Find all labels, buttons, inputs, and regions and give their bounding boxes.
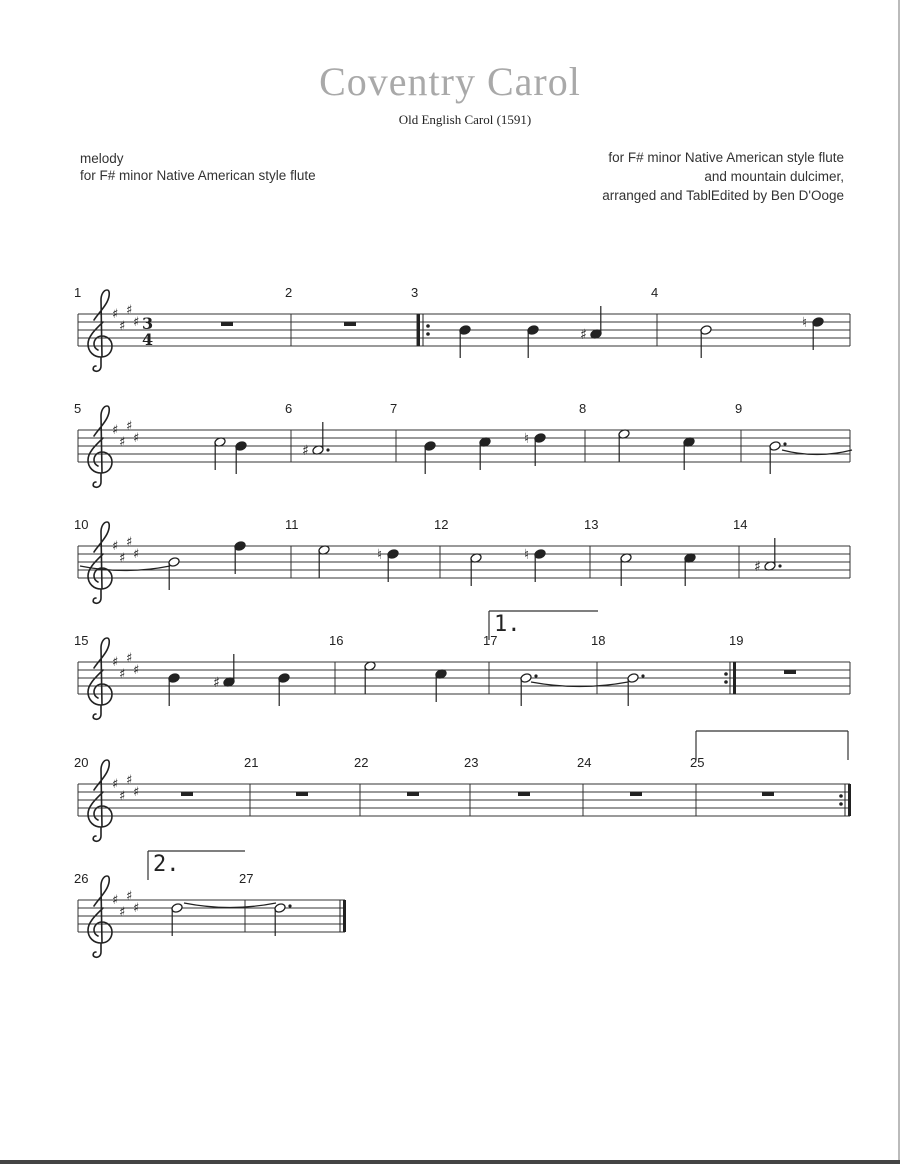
measure-number: 27 (239, 871, 254, 886)
volta-bracket (148, 851, 245, 880)
music-note (580, 306, 602, 343)
dot-icon (641, 674, 644, 677)
music-note (524, 431, 546, 466)
measure-number: 18 (591, 633, 606, 648)
music-note (754, 538, 782, 575)
measure-number: 10 (74, 517, 89, 532)
repeat-start-bar (417, 314, 420, 346)
repeat-dot (839, 802, 843, 806)
measure-number: 17 (483, 633, 498, 648)
treble-clef-icon (88, 522, 112, 603)
music-note (234, 541, 246, 574)
treble-clef-icon (88, 638, 112, 719)
volta-bracket (696, 731, 848, 760)
music-note (278, 673, 290, 706)
measure-number: 12 (434, 517, 449, 532)
left-heading-line: for F# minor Native American style flute (80, 168, 316, 183)
key-sharp-icon: ♯ (133, 431, 140, 446)
left-heading-line: melody (80, 151, 124, 166)
rest-icon (344, 322, 356, 326)
dot-icon (534, 674, 537, 677)
page-title: Coventry Carol (319, 59, 581, 104)
music-note (168, 673, 180, 706)
dot-icon (783, 442, 786, 445)
measure-number: 23 (464, 755, 479, 770)
rest-icon (221, 322, 233, 326)
natural-icon: ♮ (524, 431, 530, 447)
volta-label: 2. (153, 852, 180, 877)
measure-number: 22 (354, 755, 369, 770)
rest-icon (518, 792, 530, 796)
key-sharp-icon: ♯ (112, 423, 119, 438)
repeat-dot (426, 332, 430, 336)
music-note (459, 325, 471, 358)
key-sharp-icon: ♯ (119, 667, 126, 682)
key-sharp-icon: ♯ (112, 777, 119, 792)
repeat-dot (724, 672, 728, 676)
music-note (377, 547, 399, 582)
rest-icon (181, 792, 193, 796)
dot-icon (288, 904, 291, 907)
measure-number: 8 (579, 401, 587, 416)
key-sharp-icon: ♯ (119, 551, 126, 566)
rest-icon (296, 792, 308, 796)
music-note (302, 422, 330, 459)
right-heading-line: and mountain dulcimer, (704, 169, 844, 184)
music-note (700, 325, 712, 358)
measure-number: 25 (690, 755, 705, 770)
key-sharp-icon: ♯ (119, 789, 126, 804)
key-sharp-icon: ♯ (112, 307, 119, 322)
measure-number: 7 (390, 401, 398, 416)
music-note (214, 437, 226, 470)
music-note (683, 437, 695, 470)
key-sharp-icon: ♯ (126, 303, 133, 318)
music-note (213, 654, 235, 691)
repeat-end-bar (848, 784, 851, 816)
music-note (424, 441, 436, 474)
key-sharp-icon: ♯ (126, 419, 133, 434)
key-sharp-icon: ♯ (119, 435, 126, 450)
key-sharp-icon: ♯ (133, 315, 140, 330)
key-sharp-icon: ♯ (126, 535, 133, 550)
tie (184, 903, 276, 908)
key-sharp-icon: ♯ (126, 651, 133, 666)
final-bar (343, 900, 346, 932)
key-sharp-icon: ♯ (126, 773, 133, 788)
measure-number: 24 (577, 755, 592, 770)
natural-icon: ♮ (524, 547, 530, 563)
music-note (802, 315, 824, 350)
music-note (470, 553, 482, 586)
repeat-end-bar (733, 662, 736, 694)
staff-system (74, 401, 850, 487)
right-heading-line: arranged and TablEdited by Ben D'Ooge (602, 188, 844, 203)
measure-number: 6 (285, 401, 293, 416)
music-note (235, 441, 247, 474)
volta-brackets (148, 611, 848, 880)
measure-number: 3 (411, 285, 419, 300)
treble-clef-icon (88, 290, 112, 371)
page-edge (0, 1160, 900, 1164)
treble-clef-icon (88, 876, 112, 957)
music-note (620, 553, 632, 586)
key-sharp-icon: ♯ (133, 901, 140, 916)
sharp-icon: ♯ (213, 675, 220, 691)
measure-number: 26 (74, 871, 89, 886)
key-sharp-icon: ♯ (112, 893, 119, 908)
time-signature-bottom: 4 (142, 330, 154, 349)
measure-number: 13 (584, 517, 599, 532)
measure-number: 2 (285, 285, 293, 300)
volta-bracket (489, 611, 598, 640)
music-note (527, 325, 539, 358)
key-sharp-icon: ♯ (133, 785, 140, 800)
dot-icon (778, 564, 781, 567)
measure-number: 4 (651, 285, 659, 300)
measure-number: 5 (74, 401, 82, 416)
page-subtitle: Old English Carol (1591) (398, 112, 532, 127)
music-note (684, 553, 696, 586)
natural-icon: ♮ (377, 547, 383, 563)
key-sharp-icon: ♯ (119, 319, 126, 334)
key-sharp-icon: ♯ (112, 655, 119, 670)
treble-clef-icon (88, 760, 112, 841)
sharp-icon: ♯ (754, 559, 761, 575)
key-sharp-icon: ♯ (119, 905, 126, 920)
sharp-icon: ♯ (302, 443, 309, 459)
key-sharp-icon: ♯ (133, 547, 140, 562)
measure-number: 20 (74, 755, 89, 770)
staff-system (74, 871, 345, 957)
time-signature-top: 3 (142, 314, 154, 333)
staff-systems (74, 285, 852, 957)
right-heading-line: for F# minor Native American style flute (608, 150, 844, 165)
staff-system (74, 755, 850, 841)
measure-number: 14 (733, 517, 748, 532)
music-note (364, 661, 376, 694)
measure-number: 9 (735, 401, 743, 416)
measure-number: 16 (329, 633, 344, 648)
repeat-dot (426, 324, 430, 328)
staff-system (74, 517, 850, 603)
measure-number: 19 (729, 633, 744, 648)
measure-number: 21 (244, 755, 259, 770)
natural-icon: ♮ (802, 315, 808, 331)
sharp-icon: ♯ (580, 327, 587, 343)
music-note (318, 545, 330, 578)
rest-icon (630, 792, 642, 796)
rest-icon (762, 792, 774, 796)
music-note (479, 437, 491, 470)
key-sharp-icon: ♯ (126, 889, 133, 904)
key-sharp-icon: ♯ (112, 539, 119, 554)
music-note (171, 903, 183, 936)
measure-number: 11 (285, 517, 299, 532)
dot-icon (326, 448, 329, 451)
measure-number: 15 (74, 633, 89, 648)
repeat-dot (839, 794, 843, 798)
rest-icon (784, 670, 796, 674)
rest-icon (407, 792, 419, 796)
measure-number: 1 (74, 285, 82, 300)
treble-clef-icon (88, 406, 112, 487)
music-note (168, 557, 180, 590)
music-note (435, 669, 447, 702)
repeat-dot (724, 680, 728, 684)
music-note (524, 547, 546, 582)
volta-label: 1. (494, 612, 521, 637)
key-sharp-icon: ♯ (133, 663, 140, 678)
music-note (618, 429, 630, 462)
